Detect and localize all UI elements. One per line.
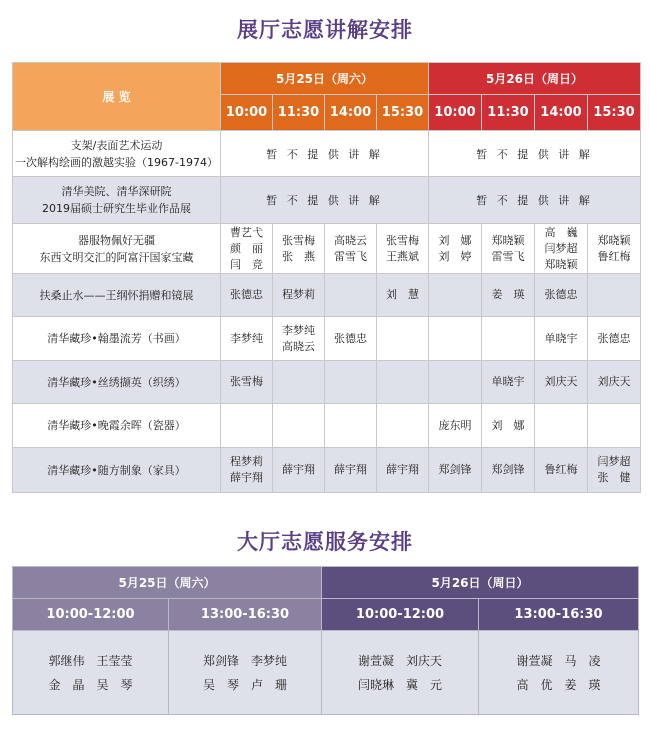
guide-cell: 曹艺弋 颜 丽 闫 竞 [221,224,273,274]
exhibition-name: 支架/表面艺术运动 一次解构绘画的激越实验（1967-1974） [13,131,221,177]
guide-cell: 张德忠 [221,274,273,317]
no-guide-note: 暂 不 提 供 讲 解 [221,131,429,177]
time-header: 11:30 [482,95,535,131]
guide-schedule-table [12,62,641,493]
table-row [13,177,641,224]
day2-header: 5月26日（周日） [322,567,639,599]
table-row [13,631,639,715]
time-header: 10:00 [429,95,482,131]
guide-cell: 薛宇翔 [273,448,325,493]
no-guide-note: 暂 不 提 供 讲 解 [429,131,641,177]
exhibition-header: 展 览 [13,63,221,131]
guide-cell: 薛宇翔 [325,448,377,493]
guide-cell: 程梦莉 薛宇翔 [221,448,273,493]
guide-cell [325,404,377,448]
table-row [13,404,641,448]
guide-cell [221,404,273,448]
service-schedule-table [12,566,639,715]
guide-cell: 李梦纯 [221,317,273,361]
exhibition-name: 清华藏珍•晚霞余晖（瓷器） [13,404,221,448]
time-header: 10:00 [221,95,273,131]
guide-cell: 李梦纯 高晓云 [273,317,325,361]
guide-cell: 单晓宇 [482,361,535,404]
time-header: 11:30 [273,95,325,131]
guide-cell: 刘庆天 [535,361,588,404]
guide-cell [429,361,482,404]
guide-cell: 郑剑锋 [482,448,535,493]
guide-cell: 刘 娜 刘 婷 [429,224,482,274]
guide-cell [535,404,588,448]
table-row [13,131,641,177]
service-schedule-title: 大厅志愿服务安排 [237,530,413,554]
no-guide-note: 暂 不 提 供 讲 解 [429,177,641,224]
guide-cell [429,274,482,317]
exhibition-name: 清华藏珍•丝绣撷英（织绣） [13,361,221,404]
guide-cell: 郑剑锋 [429,448,482,493]
volunteer-cell: 谢萱凝 刘庆天 闫晓琳 冀 元 [322,631,479,715]
guide-cell: 张雪梅 [221,361,273,404]
time-header: 13:00-16:30 [479,599,639,631]
guide-cell [588,404,641,448]
exhibition-name: 清华藏珍•随方制象（家具） [13,448,221,493]
volunteer-cell: 郭继伟 王莹莹 金 晶 吴 琴 [13,631,169,715]
guide-cell: 张德忠 [325,317,377,361]
guide-cell: 刘 慧 [377,274,429,317]
guide-cell: 薛宇翔 [377,448,429,493]
guide-cell: 郑晓颖 雷雪飞 [482,224,535,274]
time-header: 14:00 [325,95,377,131]
table-row [13,448,641,493]
guide-cell [377,361,429,404]
volunteer-cell: 郑剑锋 李梦纯 吴 琴 卢 珊 [169,631,322,715]
guide-cell: 刘庆天 [588,361,641,404]
guide-cell: 郑晓颖 鲁红梅 [588,224,641,274]
guide-cell: 鲁红梅 [535,448,588,493]
guide-cell: 闫梦超 张 健 [588,448,641,493]
day1-header: 5月25日（周六） [221,63,429,95]
guide-cell: 高 巍 闫梦超 郑晓颖 [535,224,588,274]
time-header: 14:00 [535,95,588,131]
no-guide-note: 暂 不 提 供 讲 解 [221,177,429,224]
time-header: 15:30 [377,95,429,131]
guide-cell [273,361,325,404]
guide-cell [482,317,535,361]
guide-cell: 刘 娜 [482,404,535,448]
exhibition-name: 器服物佩好无疆 东西文明交汇的阿富汗国家宝藏 [13,224,221,274]
table-row [13,274,641,317]
guide-cell [377,404,429,448]
guide-cell [588,274,641,317]
guide-cell [429,317,482,361]
time-header: 10:00-12:00 [13,599,169,631]
time-header: 10:00-12:00 [322,599,479,631]
table-row [13,361,641,404]
guide-schedule-title: 展厅志愿讲解安排 [237,18,413,42]
guide-cell: 庞东明 [429,404,482,448]
guide-cell: 单晓宇 [535,317,588,361]
time-header: 15:30 [588,95,641,131]
guide-cell: 张德忠 [535,274,588,317]
guide-cell: 张雪梅 王燕斌 [377,224,429,274]
guide-cell: 程梦莉 [273,274,325,317]
time-header: 13:00-16:30 [169,599,322,631]
table-row [13,317,641,361]
guide-cell [273,404,325,448]
guide-cell: 姜 瑛 [482,274,535,317]
guide-cell [325,361,377,404]
exhibition-name: 扶桑止水——王纲怀捐赠和镜展 [13,274,221,317]
exhibition-name: 清华美院、清华深研院 2019届硕士研究生毕业作品展 [13,177,221,224]
guide-cell [325,274,377,317]
day2-header: 5月26日（周日） [429,63,641,95]
table-row [13,224,641,274]
guide-cell [377,317,429,361]
exhibition-name: 清华藏珍•翰墨流芳（书画） [13,317,221,361]
day1-header: 5月25日（周六） [13,567,322,599]
guide-cell: 张德忠 [588,317,641,361]
guide-cell: 张雪梅 张 燕 [273,224,325,274]
volunteer-cell: 谢萱凝 马 凌 高 优 姜 瑛 [479,631,639,715]
guide-cell: 高晓云 雷雪飞 [325,224,377,274]
